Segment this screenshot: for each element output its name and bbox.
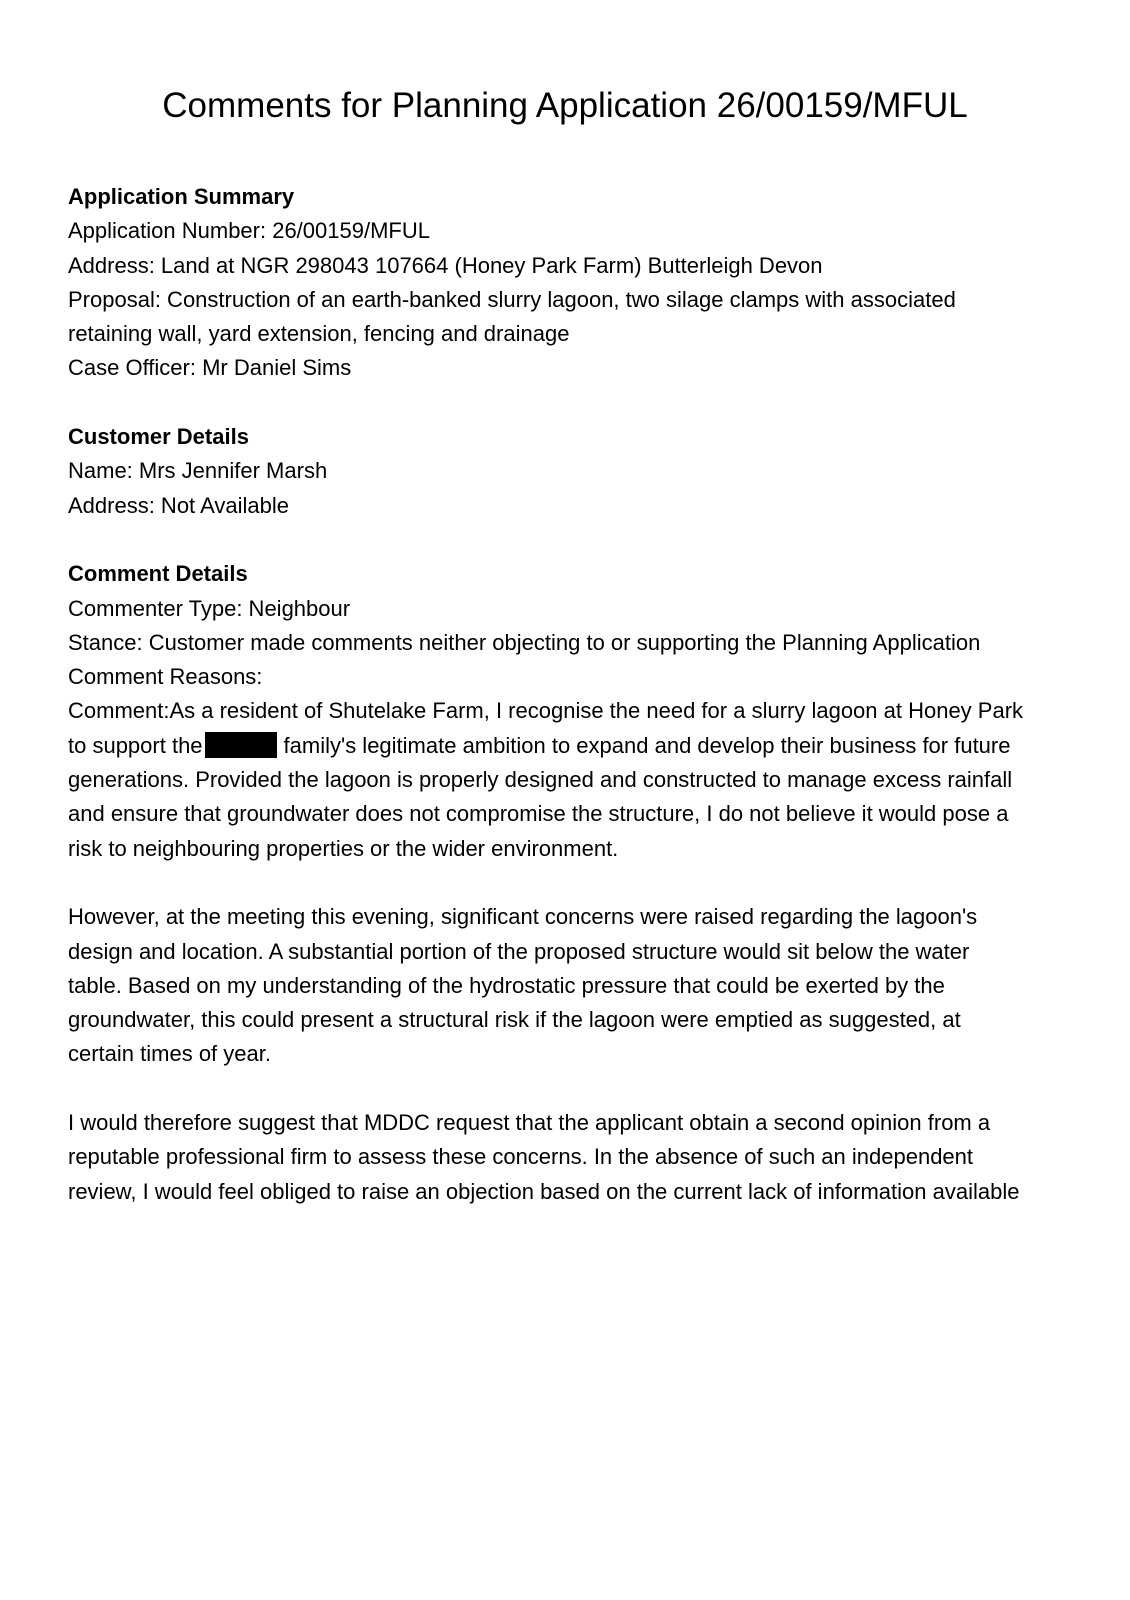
- application-summary-section: [68, 180, 1068, 386]
- comment-line: However, at the meeting this evening, significant concerns were raised regarding the lagoon's: [68, 904, 978, 930]
- comment-details-section: [68, 557, 1068, 1209]
- application-summary-heading: Application Summary: [68, 184, 295, 209]
- comment-line: reputable professional firm to assess these concerns. In the absence of such an independent: [68, 1144, 974, 1170]
- comment-details-heading: Comment Details: [68, 561, 248, 587]
- customer-details-section: [68, 420, 1068, 523]
- application-number: Application Number: 26/00159/MFUL: [68, 218, 430, 244]
- comment-line: I would therefore suggest that MDDC request that the applicant obtain a second opinion from a: [68, 1110, 991, 1136]
- comment-line: groundwater, this could present a structural risk if the lagoon were emptied as suggested, at: [68, 1007, 961, 1033]
- comment-line: Comment:As a resident of Shutelake Farm, I recognise the need for a slurry lagoon at Honey Park: [68, 698, 1024, 724]
- comment-line: and ensure that groundwater does not compromise the structure, I do not believe it would pose a: [68, 801, 1009, 827]
- comment-line: generations. Provided the lagoon is properly designed and constructed to manage excess rainfall: [68, 767, 1013, 793]
- comment-line: review, I would feel obliged to raise an objection based on the current lack of information available: [68, 1178, 1020, 1204]
- comment-line: design and location. A substantial portion of the proposed structure would sit below the water: [68, 938, 970, 964]
- document-content: [68, 180, 1068, 1243]
- comment-paragraph: [68, 900, 1068, 1071]
- comment-line: risk to neighbouring properties or the wider environment.: [68, 835, 619, 861]
- comment-line: certain times of year.: [68, 1041, 271, 1067]
- comment-line: [68, 729, 1068, 763]
- redaction-box: [205, 732, 277, 758]
- comment-paragraph: [68, 694, 1068, 865]
- case-officer: Case Officer: Mr Daniel Sims: [68, 355, 352, 381]
- comment-text: to support the: [68, 732, 203, 758]
- comment-reasons: Comment Reasons:: [68, 664, 263, 690]
- commenter-type: Commenter Type: Neighbour: [68, 595, 351, 621]
- customer-name: Name: Mrs Jennifer Marsh: [68, 458, 328, 484]
- comment-line: table. Based on my understanding of the hydrostatic pressure that could be exerted by the: [68, 972, 945, 998]
- comment-paragraph: [68, 1106, 1068, 1209]
- customer-address: Address: Not Available: [68, 492, 289, 518]
- application-address: Address: Land at NGR 298043 107664 (Honey Park Farm) Butterleigh Devon: [68, 252, 823, 278]
- proposal-line: retaining wall, yard extension, fencing and drainage: [68, 321, 570, 347]
- comment-stance: Stance: Customer made comments neither objecting to or supporting the Planning Application: [68, 629, 981, 655]
- page-title: Comments for Planning Application 26/00159/MFUL: [162, 86, 968, 125]
- customer-details-heading: Customer Details: [68, 424, 249, 450]
- comment-text: family's legitimate ambition to expand and develop their business for future: [283, 732, 1011, 758]
- proposal-line: Proposal: Construction of an earth-banked slurry lagoon, two silage clamps with associated: [68, 286, 956, 312]
